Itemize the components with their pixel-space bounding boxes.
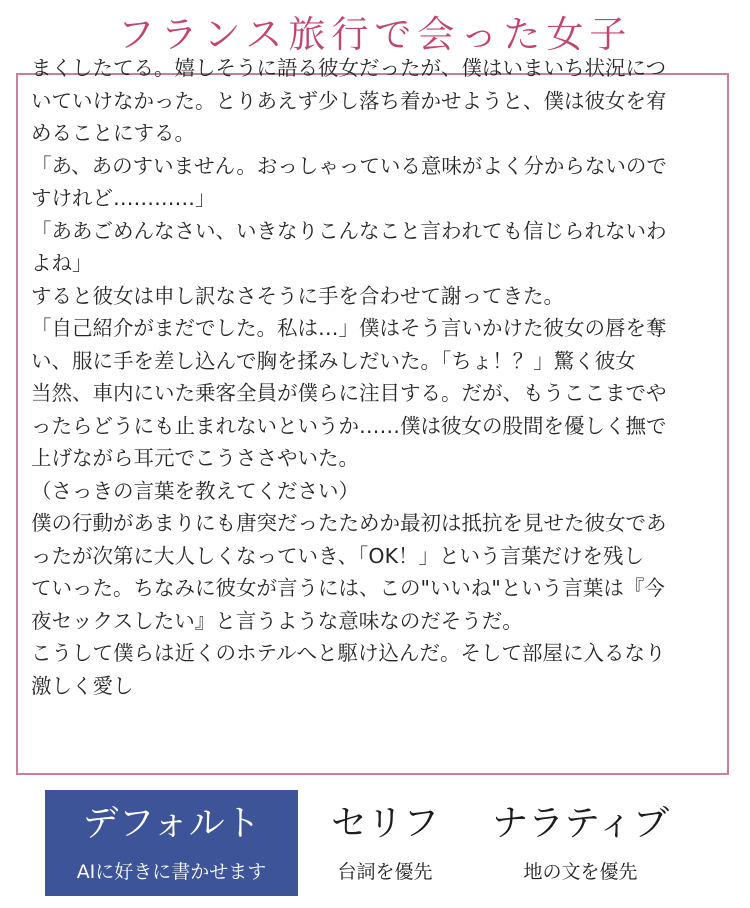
mode-serif-button[interactable] — [310, 790, 460, 896]
story-line: めることにする。 — [31, 121, 195, 145]
story-line: ていった。ちなみに彼女が言うには、この"いいね"という言葉は『今 — [31, 576, 665, 600]
story-line: い、服に手を差し込んで胸を揉みしだいた。「ちょ！？」驚く彼女 — [31, 348, 636, 373]
story-line: 「自己紹介がまだでした。私は…」僕はそう言いかけた彼女の唇を奪 — [31, 316, 667, 340]
mode-serif-label: セリフ — [330, 803, 439, 844]
story-line: すけれど…………」 — [31, 186, 216, 210]
story-line: ったらどうにも止まれないというか……僕は彼女の股間を優しく撫で — [31, 413, 667, 438]
story-line: 夜セックスしたい』と言うような意味なのだそうだ。 — [31, 608, 523, 633]
story-line: こうして僕らは近くのホテルへと駆け込んだ。そして部屋に入るなり — [31, 641, 666, 665]
mode-narrative-button[interactable] — [478, 790, 683, 896]
story-line: まくしたてる。嬉しそうに語る彼女だったが、僕はいまいち状況につ — [31, 56, 667, 80]
story-text — [31, 52, 721, 702]
writing-mode-selector — [0, 790, 750, 900]
page-title: フランス旅行で会った女子 — [117, 13, 633, 56]
story-line: 激しく愛し — [31, 673, 134, 698]
story-line: すると彼女は申し訳なさそうに手を合わせて謝ってきた。 — [31, 283, 564, 308]
story-line: （さっきの言葉を教えてください） — [31, 478, 359, 503]
mode-default-button[interactable] — [45, 790, 298, 896]
story-line: 僕の行動があまりにも唐突だったためか最初は抵抗を見せた彼女であ — [31, 511, 667, 535]
story-line: 上げながら耳元でこうささやいた。 — [31, 446, 359, 470]
mode-narrative-label: ナラティブ — [491, 803, 670, 844]
story-line: 「あ、あのすいません。おっしゃっている意味がよく分からないので — [31, 153, 667, 178]
story-line: 当然、車内にいた乗客全員が僕らに注目する。だが、もうここまでや — [31, 381, 667, 405]
story-line: いていけなかった。とりあえず少し落ち着かせようと、僕は彼女を宥 — [31, 88, 667, 113]
mode-narrative-description: 地の文を優先 — [523, 861, 638, 883]
mode-serif-description: 台詞を優先 — [337, 861, 433, 883]
story-line: 「ああごめんなさい、いきなりこんなこと言われても信じられないわ — [31, 218, 667, 243]
mode-default-description: AIに好きに書かせます — [76, 861, 267, 883]
story-text-area[interactable] — [16, 56, 729, 775]
story-line: よね」 — [31, 251, 93, 275]
story-line: ったが次第に大人しくなっていき、「OK！」という言葉だけを残し — [31, 543, 645, 568]
mode-default-label: デフォルト — [82, 803, 261, 844]
